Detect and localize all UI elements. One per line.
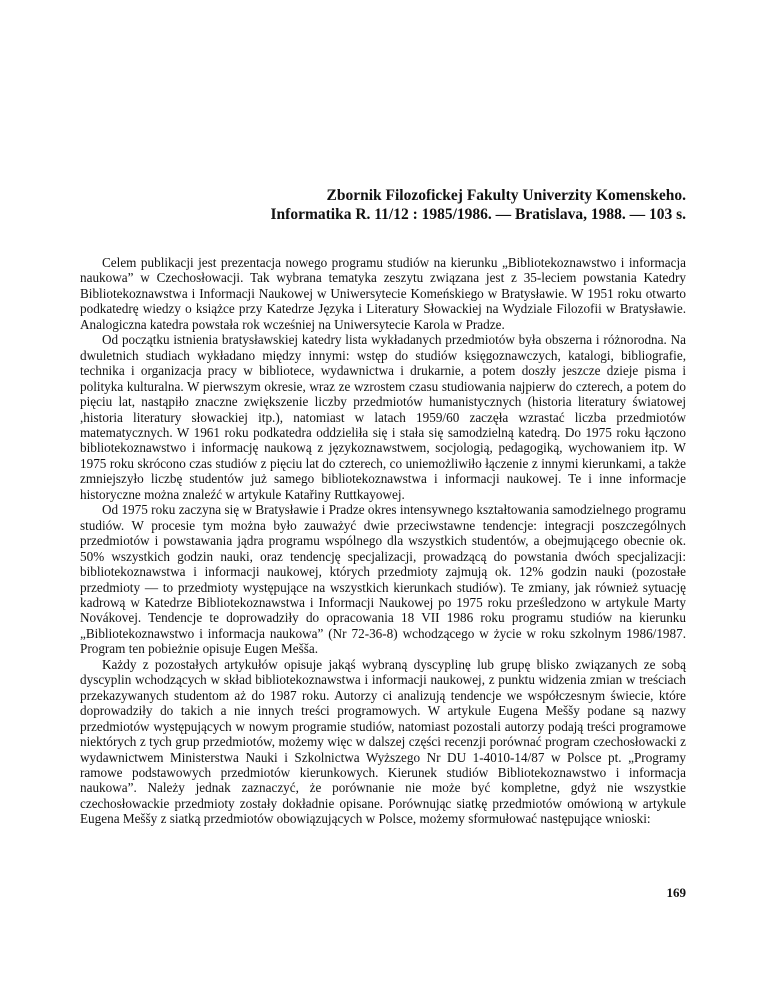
paragraph: Celem publikacji jest prezentacja nowego programu studiów na kierunku „Bibliotekoznawstwo i informacja naukowa” w Czechosłowacji. Tak wybrana tematyka zeszytu związana jest z 35-leciem powstania Katedry Bibliotekoznawstwa i Informacji Naukowej w Uniwersytecie Komeńskiego w Bratysławie. W 1951 roku otwarto podkatedrę wiedzy o książce przy Katedrze Języka i Literatury Słowackiej na Wydziale Filozofii w Bratysławie. Analogiczna katedra powstała rok wcześniej na Uniwersytecie Karola w Pradze. [80, 255, 686, 332]
header-publication-line: Informatika R. 11/12 : 1985/1986. — Bratislava, 1988. — 103 s. [270, 206, 686, 223]
header-title-line: Zbornik Filozofickej Fakulty Univerzity Komenskeho. [326, 187, 686, 204]
page-number: 169 [666, 885, 686, 900]
review-body [80, 255, 686, 827]
review-header [80, 186, 686, 224]
paragraph: Od 1975 roku zaczyna się w Bratysławie i Pradze okres intensywnego kształtowania samodzielnego programu studiów. W procesie tym można było zauważyć dwie przeciwstawne tendencje: integracji poszczególnych przedmiotów i powstawania jądra programu wspólnego dla wszystkich studentów, a obejmującego obecnie ok. 50% wszystkich godzin nauki, oraz tendencję specjalizacji, prowadzącą do powstania dwóch specjalizacji: bibliotekoznawstwa i informacji naukowej, których przedmioty zajmują ok. 12% godzin nauki (pozostałe przedmioty — to przedmioty występujące na wszystkich kierunkach studiów). Te zmiany, jak również sytuację kadrową w Katedrze Bibliotekoznawstwa i Informacji Naukowej po 1975 roku prześledzono w artykule Marty Novákovej. Tendencje te doprowadziły do opracowania 18 VII 1986 roku programu studiów na kierunku „Bibliotekoznawstwo i informacja naukowa” (Nr 72-36-8) wchodzącego w życie w roku szkolnym 1986/1987. Program ten pobieżnie opisuje Eugen Meššа. [80, 502, 686, 657]
paragraph: Każdy z pozostałych artykułów opisuje jakąś wybraną dyscyplinę lub grupę blisko związanych ze sobą dyscyplin wchodzących w skład bibliotekoznawstwa i informacji naukowej, z punktu widzenia zmian w treściach przekazywanych studentom aż do 1987 roku. Autorzy ci analizują tendencje we współczesnym świecie, które doprowadziły do takich a nie innych treści programowych. W artykule Eugena Meššy podane są nazwy przedmiotów występujących w nowym programie studiów, natomiast pozostali autorzy podają treści programowe niektórych z tych grup przedmiotów, możemy więc w dalszej części recenzji porównać program czechosłowacki z wydawnictwem Ministerstwa Nauki i Szkolnictwa Wyższego Nr DU 1-4010-14/87 w Polsce pt. „Programy ramowe podstawowych przedmiotów kierunkowych. Kierunek studiów Bibliotekoznawstwo i informacja naukowa”. Należy jednak zaznaczyć, że porównanie nie może być kompletne, gdyż nie wszystkie czechosłowackie przedmioty zostały dokładnie opisane. Porównując siatkę przedmiotów omówioną w artykule Eugena Meššy z siatką przedmiotów obowiązujących w Polsce, możemy sformułować następujące wnioski: [80, 656, 686, 827]
paragraph: Od początku istnienia bratysławskiej katedry lista wykładanych przedmiotów była obszerna i różnorodna. Na dwuletnich studiach wykładano między innymi: wstęp do studiów księgoznawczych, katalogi, bibliografie, technika i organizacja pracy w bibliotece, wydawnictwa i drukarnie, a potem doszły jeszcze dzieje pisma i polityka kulturalna. W pierwszym okresie, wraz ze wzrostem czasu studiowania najpierw do czterech, a potem do pięciu lat, nastąpiło znaczne zwiększenie liczby przedmiotów humanistycznych (historia literatury światowej ,historia literatury słowackiej itp.), natomiast w latach 1959/60 zaczęła wzrastać liczba przedmiotów matematycznych. W 1961 roku podkatedra oddzieliła się i stała się samodzielną katedrą. Do 1975 roku łączono bibliotekoznawstwo i informację naukową z językoznawstwem, socjologią, pedagogiką, wychowaniem itp. W 1975 roku skrócono czas studiów z pięciu lat do czterech, co uniemożliwiło łączenie z innymi kierunkami, a także zmniejszyło liczbę studentów już samego bibliotekoznawstwa i informacji naukowej. Te i inne informacje historyczne można znaleźć w artykule Katařiny Ruttkayowej. [80, 332, 686, 502]
